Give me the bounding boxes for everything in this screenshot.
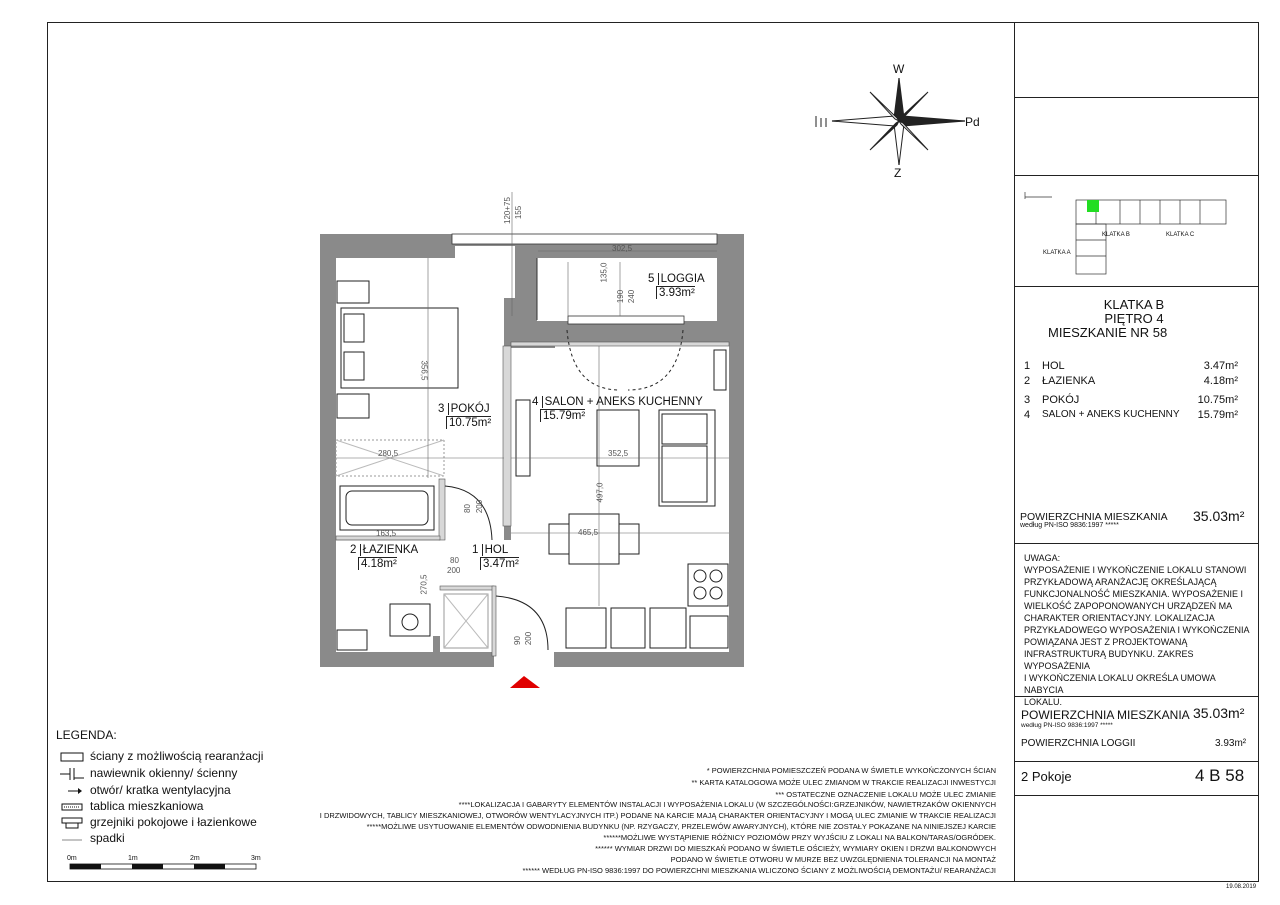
compass-east: Pd (965, 115, 980, 129)
compass-rose-icon (816, 78, 965, 165)
footnote-line: ****** WEDŁUG PN-ISO 9836:1997 DO POWIERZCHNI MIESZKANIA WLICZONO ŚCIANY Z MOŻLIWOŚCIĄ DEMONTAŻU/ REARANŻACJI (522, 866, 996, 875)
vent-icon (60, 785, 84, 797)
scale-label: 1m (128, 855, 138, 862)
area-block-sub: według PN-ISO 9836:1997 ***** (1020, 522, 1119, 529)
notes-title: UWAGA: (1024, 553, 1061, 563)
room-label-loggia: 5 LOGGIA 3.93m² (648, 273, 705, 299)
summary-area-sub: według PN-ISO 9836:1997 ***** (1021, 722, 1113, 729)
room-label-pokoj: 3 POKÓJ 10.75m² (438, 403, 492, 429)
dim-label: 190 (616, 289, 626, 304)
footnote-line: PODANO W ŚWIETLE OTWORU W MURZE BEZ UWZGLĘDNIENIA TOLERANCJI NA MONTAŻ (670, 855, 996, 864)
note-line: INFRASTRUKTURĄ BUDYNKU. ZAKRES WYPOSAŻENIA (1024, 649, 1194, 671)
wall-icon (60, 751, 84, 763)
scale-label: 0m (67, 855, 77, 862)
area-block-label: POWIERZCHNIA MIESZKANIA (1020, 511, 1168, 523)
scale-label: 3m (251, 855, 261, 862)
note-line: POWIĄZANA JEST Z PROJEKTOWANĄ (1024, 637, 1188, 647)
dim-label: 356,5 (419, 360, 429, 381)
dim-label: 200 (475, 499, 485, 514)
dim-label: 280,5 (378, 449, 399, 458)
dim-label: 497,0 (595, 482, 605, 503)
dim-label: 352,5 (608, 449, 629, 458)
rooms-count: 2 Pokoje (1021, 769, 1072, 784)
note-line: PRZYKŁADOWĄ ARANŻACJĘ OKREŚLAJĄCĄ (1024, 577, 1217, 587)
apartment-code: 4 B 58 (1195, 766, 1245, 785)
dim-label: 240 (627, 289, 637, 304)
footnote-line: * POWIERZCHNIA POMIESZCZEŃ PODANA W ŚWIETLE WYKOŃCZONYCH ŚCIAN (706, 766, 996, 775)
dim-label: 200 (447, 566, 461, 575)
notes-block (1024, 552, 1254, 708)
compass-south: Z (894, 166, 902, 180)
footnote-line: ****** WYMIAR DRZWI DO MIESZKAŃ PODANO W ŚWIETLE OŚCIEŻY, WYMIARY OKIEN I DRZWI BALKONOWYCH (595, 844, 996, 853)
note-line: PRZYKŁADOWEGO WYPOSAŻENIA I WYKOŃCZENIA (1024, 625, 1250, 635)
keyplan-label-a: KLATKA A (1043, 250, 1071, 256)
dim-label: 163,5 (376, 529, 397, 538)
footnote-line: ******MOŻLIWE WYSTĄPIENIE RÓŻNICY POZIOMÓW PRZY WYJŚCIU Z LOKALI NA BALKON/TARAS/OGRÓDEK. (603, 833, 996, 842)
slope-icon (60, 833, 84, 845)
note-line: FUNKCJONALNOŚĆ MIESZKANIA. WYPOSAŻENIE I (1024, 589, 1244, 599)
dim-label: 465,5 (578, 528, 599, 537)
footnote-line: *****MOŻLIWE USYTUOWANIE ELEMENTÓW ODWODNIENIA BUDYNKU (NP. RZYGACZY, PRZELEWÓW AWARYJNYCH), KTÓRE NIE ZOSTAŁY POKAZANE NA NINIEJSZEJ KARCIE (366, 822, 996, 831)
panel-icon (60, 801, 84, 813)
summary-area-value: 35.03m² (1193, 705, 1245, 721)
footnote-line: *** OSTATECZNE OZNACZENIE LOKALU MOŻE ULEC ZMIANIE (775, 790, 996, 799)
apartment-header (1024, 298, 1244, 340)
summary-area-label: POWIERZCHNIA MIESZKANIA (1021, 708, 1190, 722)
dim-label: 80 (450, 556, 459, 565)
room-label-lazienka: 2 ŁAZIENKA 4.18m² (350, 544, 419, 570)
room-list-item: 4 SALON + ANEKS KUCHENNY 15.79m² (1024, 409, 1238, 421)
compass-north: W (893, 62, 905, 76)
note-line: CHARAKTER ORIENTACYJNY. LOKALIZACJA (1024, 613, 1215, 623)
date-stamp: 19.08.2019 (1226, 884, 1257, 890)
note-line: I WYKOŃCZENIA LOKALU OKREŚLA UMOWA NABYCIA (1024, 673, 1216, 695)
note-line: WIELKOŚĆ ZAPOPONOWANYCH URZĄDZEŃ MA (1024, 601, 1233, 611)
diffuser-icon (60, 768, 84, 780)
footnote-line: ****LOKALIZACJA I GABARYTY ELEMENTÓW INSTALACJI I WYPOSAŻENIA LOKALU (W SZCZEGÓLNOŚCI:GRZEJNIKÓW, NAWIETRZAKÓW OKIENNYCH (458, 800, 996, 809)
scale-bar (70, 864, 256, 869)
footnote-line: I DRZWIDOWYCH, TABLICY MIESZKANIOWEJ, OTWORÓW WENTYLACYJNYCH ITP.) PODANE NA KARCIE MAJĄ CHARAKTER ORIENTACYJNY I MOGĄ ULEC ZMIANIE W TRAKCIE REALIZACJI (319, 811, 996, 820)
summary-loggia-value: 3.93m² (1215, 738, 1247, 749)
scale-label: 2m (190, 855, 200, 862)
dim-label: 135,0 (599, 262, 609, 283)
room-list-item: 3 POKÓJ 10.75m² (1024, 394, 1238, 406)
note-line: LOKALU. (1024, 697, 1063, 707)
keyplan-label-c: KLATKA C (1166, 232, 1195, 238)
dim-label: 270,5 (419, 574, 429, 595)
room-list-item: 2 ŁAZIENKA 4.18m² (1024, 375, 1238, 387)
dim-label: 120+75 (502, 197, 512, 224)
dim-label: 200 (524, 631, 534, 646)
room-list-item: 1 HOL 3.47m² (1024, 360, 1238, 372)
footnote-line: ** KARTA KATALOGOWA MOŻE ULEC ZMIANOM W TRAKCIE REALIZACJI INWESTYCJI (691, 778, 996, 787)
summary-loggia-label: POWIERZCHNIA LOGGII (1021, 738, 1136, 749)
dim-label: 155 (514, 205, 524, 220)
mieszkanie-label: MIESZKANIE NR 58 (1048, 325, 1168, 340)
legend-title: LEGENDA: (56, 728, 117, 742)
dim-label: 90 (512, 636, 522, 645)
pietro-label: PIĘTRO 4 (1104, 311, 1164, 326)
entrance-arrow-icon (510, 676, 540, 688)
room-label-hol: 1 HOL 3.47m² (472, 544, 519, 570)
room-label-salon: 4 SALON + ANEKS KUCHENNY 15.79m² (532, 396, 703, 422)
keyplan-label-b: KLATKA B (1102, 232, 1130, 238)
area-block-value: 35.03m² (1193, 508, 1245, 524)
dim-label: 302,5 (612, 244, 633, 253)
keyplan-highlight (1087, 200, 1099, 212)
note-line: WYPOSAŻENIE I WYKOŃCZENIE LOKALU STANOWI (1024, 565, 1247, 575)
radiator-icon (60, 817, 84, 829)
klatka-label: KLATKA B (1103, 297, 1165, 312)
dim-label: 80 (462, 504, 472, 513)
